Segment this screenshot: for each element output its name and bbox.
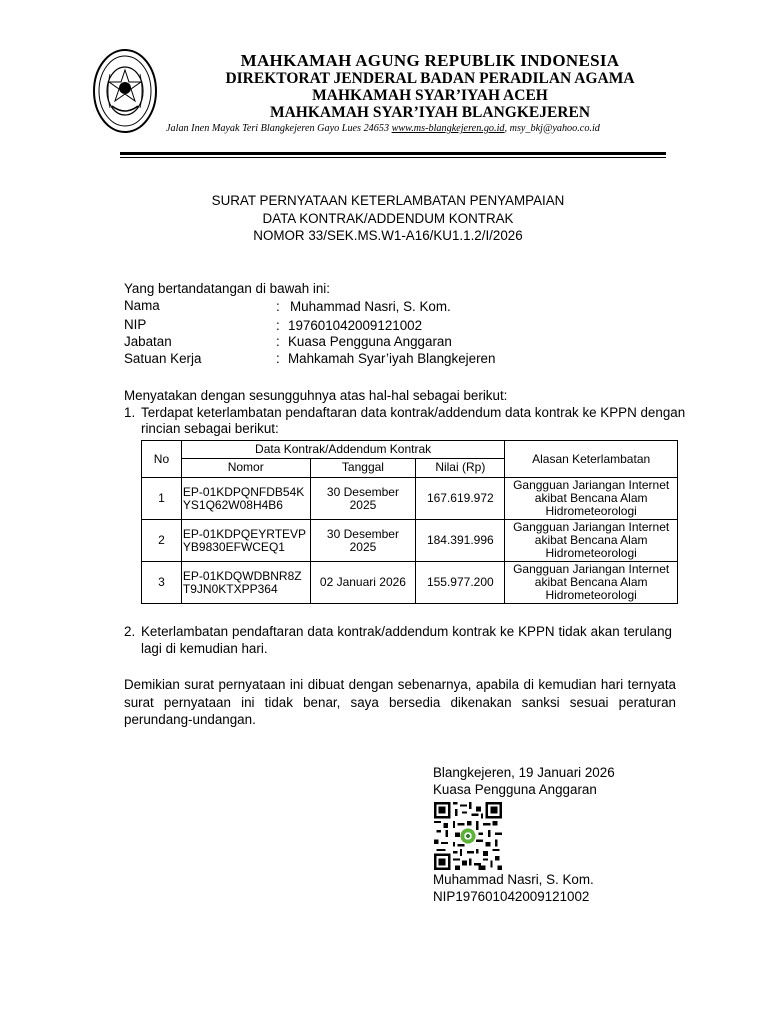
signature-nip: NIP197601042009121002 [433, 889, 590, 904]
letterhead-line4: MAHKAMAH SYAR’IYAH BLANGKEJEREN [269, 104, 591, 121]
identity-colon: : [276, 299, 280, 314]
point2-text-line2: lagi di kemudian hari. [141, 641, 268, 656]
contract-table [141, 440, 678, 604]
header-nomor: Nomor [181, 458, 310, 477]
row-alasan: Gangguan Jariangan Internet akibat Bencana Alam Hidrometeorologi [505, 478, 678, 520]
identity-colon: : [276, 351, 280, 366]
identity-value-jabatan: Kuasa Pengguna Anggaran [288, 334, 452, 349]
row-nomor: EP-01KDPQNFDB54KYS1Q62W08H4B6 [181, 478, 310, 520]
row-alasan: Gangguan Jariangan Internet akibat Bencana Alam Hidrometeorologi [505, 520, 678, 562]
header-tanggal: Tanggal [310, 458, 416, 477]
intro-text: Yang bertandatangan di bawah ini: [124, 281, 330, 296]
row-tanggal: 02 Januari 2026 [310, 562, 416, 604]
identity-value-nip: 197601042009121002 [288, 318, 423, 333]
document-title-line2: DATA KONTRAK/ADDENDUM KONTRAK [262, 211, 514, 226]
identity-label-satuan-kerja: Satuan Kerja [124, 351, 202, 366]
letterhead-line2: DIREKTORAT JENDERAL BADAN PERADILAN AGAMA [225, 70, 635, 87]
statement-text: Menyatakan dengan sesungguhnya atas hal-hal sebagai berikut: [124, 388, 508, 403]
row-nomor: EP-01KDQWDBNR8ZT9JN0KTXPP364 [181, 562, 310, 604]
qr-code-signature [433, 802, 503, 870]
website-link[interactable]: www.ms-blangkejeren.go.id [391, 123, 505, 134]
address-separator: , [504, 123, 510, 134]
identity-value-satuan-kerja: Mahkamah Syar’iyah Blangkejeren [288, 351, 496, 366]
signature-position: Kuasa Pengguna Anggaran [433, 782, 597, 797]
signature-name: Muhammad Nasri, S. Kom. [433, 872, 594, 887]
row-tanggal: 30 Desember 2025 [310, 520, 416, 562]
row-no: 1 [142, 478, 182, 520]
point1-text-line2: rincian sebagai berikut: [141, 421, 279, 436]
point2-number: 2. [124, 624, 136, 639]
row-alasan: Gangguan Jariangan Internet akibat Bencana Alam Hidrometeorologi [505, 562, 678, 604]
letterhead-line3: MAHKAMAH SYAR’IYAH ACEH [312, 87, 548, 104]
identity-colon: : [276, 334, 280, 349]
identity-colon: : [276, 318, 280, 333]
document-title-line1: SURAT PERNYATAAN KETERLAMBATAN PENYAMPAIAN [211, 193, 565, 208]
document-number: NOMOR 33/SEK.MS.W1-A16/KU1.1.2/I/2026 [253, 228, 523, 243]
signature-place-date: Blangkejeren, 19 Januari 2026 [433, 765, 615, 780]
row-nilai: 155.977.200 [416, 562, 505, 604]
letterhead-divider-thick [120, 152, 666, 155]
identity-label-nama: Nama [124, 298, 160, 313]
identity-value-nama: Muhammad Nasri, S. Kom. [290, 299, 451, 314]
closing-paragraph: Demikian surat pernyataan ini dibuat dengan sebenarnya, apabila di kemudian hari ternyata surat pernyataan ini tidak benar, saya bersedia dikenakan sanksi sesuai peraturan perundang-undangan. [124, 677, 676, 727]
table-row [142, 520, 678, 562]
point2-text-line1: Keterlambatan pendaftaran data kontrak/addendum kontrak ke KPPN tidak akan terulang [141, 624, 672, 639]
header-data-kontrak: Data Kontrak/Addendum Kontrak [181, 441, 504, 459]
point1-number: 1. [124, 405, 136, 420]
letterhead-address [166, 123, 600, 134]
table-row [142, 478, 678, 520]
letterhead-divider-thin [120, 157, 666, 158]
header-no: No [142, 441, 182, 478]
identity-label-nip: NIP [124, 317, 147, 332]
row-no: 2 [142, 520, 182, 562]
identity-label-jabatan: Jabatan [124, 334, 172, 349]
header-alasan: Alasan Keterlambatan [505, 441, 678, 478]
row-tanggal: 30 Desember 2025 [310, 478, 416, 520]
header-nilai: Nilai (Rp) [416, 458, 505, 477]
address-text: Jalan Inen Mayak Teri Blangkejeren Gayo Lues 24653 [166, 123, 392, 134]
row-no: 3 [142, 562, 182, 604]
table-row [142, 562, 678, 604]
email-text: msy_bkj@yahoo.co.id [509, 123, 600, 134]
row-nomor: EP-01KDPQEYRTEVPYB9830EFWCEQ1 [181, 520, 310, 562]
point1-text-line1: Terdapat keterlambatan pendaftaran data kontrak/addendum data kontrak ke KPPN dengan [141, 405, 686, 420]
row-nilai: 184.391.996 [416, 520, 505, 562]
row-nilai: 167.619.972 [416, 478, 505, 520]
letterhead-line1: MAHKAMAH AGUNG REPUBLIK INDONESIA [240, 51, 620, 70]
